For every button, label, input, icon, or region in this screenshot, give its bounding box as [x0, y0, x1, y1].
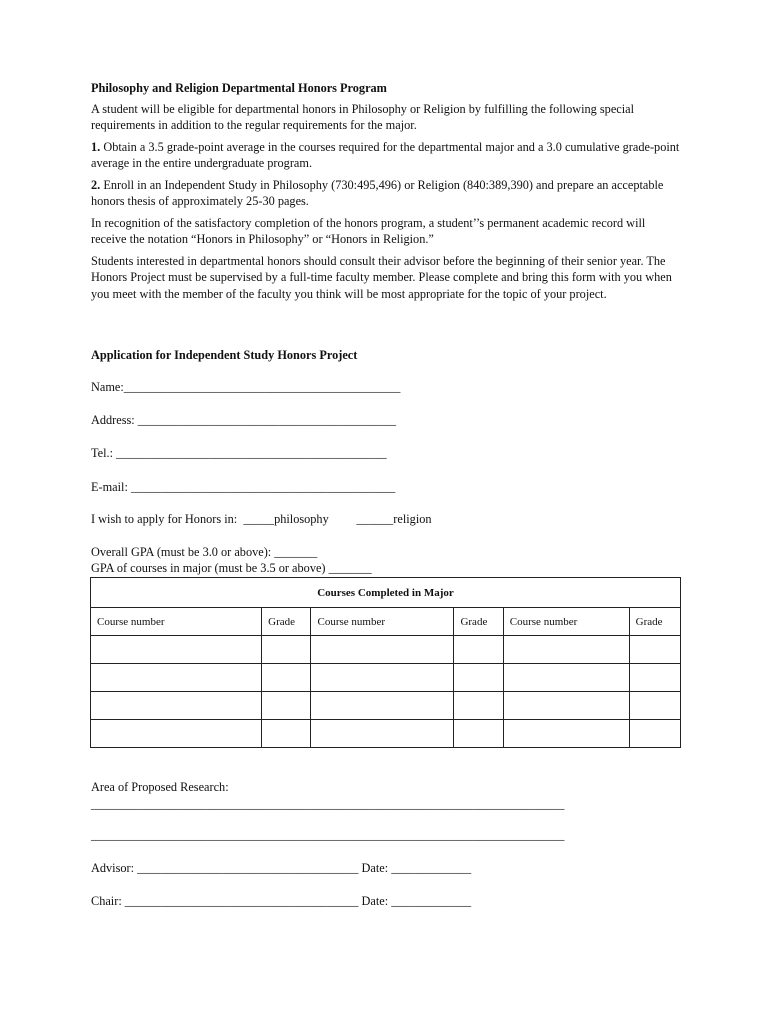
- header-grade-1: Grade: [262, 608, 311, 636]
- grade-cell[interactable]: [629, 664, 680, 692]
- address-field[interactable]: Address: __________________________________________: [91, 413, 397, 427]
- requirement-1: [91, 139, 681, 172]
- advisor-signature-field[interactable]: Advisor: ____________________________________ Date: _____________: [91, 861, 472, 875]
- recognition-paragraph: In recognition of the satisfactory completion of the honors program, a student’’s permanent academic record will receive the notation “Honors in Philosophy” or “Honors in Religion.”: [91, 215, 646, 246]
- course-cell[interactable]: [503, 664, 629, 692]
- table-row: [91, 636, 681, 664]
- name-field[interactable]: Name:_____________________________________________: [91, 380, 401, 394]
- page-title: Philosophy and Religion Departmental Honors Program: [91, 81, 387, 95]
- table-row: [91, 692, 681, 720]
- research-area-label: Area of Proposed Research:: [91, 780, 229, 794]
- grade-cell[interactable]: [454, 720, 503, 748]
- grade-cell[interactable]: [454, 636, 503, 664]
- header-course-number-1: Course number: [91, 608, 262, 636]
- research-area-line-1[interactable]: _____________________________________________________________________________: [91, 797, 565, 811]
- application-title: Application for Independent Study Honors Project: [91, 348, 358, 362]
- course-cell[interactable]: [311, 636, 454, 664]
- table-row: [91, 720, 681, 748]
- grade-cell[interactable]: [454, 664, 503, 692]
- course-cell[interactable]: [91, 720, 262, 748]
- course-cell[interactable]: [91, 692, 262, 720]
- research-area-line-2[interactable]: _____________________________________________________________________________: [91, 828, 565, 842]
- requirement-2-text: Enroll in an Independent Study in Philosophy (730:495,496) or Religion (840:389,390) and prepare an acceptable honors thesis of approximately 25-30 pages.: [91, 177, 664, 208]
- requirement-2-number: 2.: [91, 177, 101, 192]
- course-cell[interactable]: [503, 692, 629, 720]
- course-cell[interactable]: [91, 664, 262, 692]
- grade-cell[interactable]: [454, 692, 503, 720]
- courses-table-header-row: [91, 608, 681, 636]
- requirement-2: [91, 177, 681, 210]
- consult-paragraph: Students interested in departmental honors should consult their advisor before the beginning of their senior year. The Honors Project must be supervised by a full-time faculty member. Please complete and bring this form with you when you meet with the member of the faculty you think will be most appropriate for the topic of your project.: [91, 253, 672, 301]
- honors-program-description: [91, 80, 681, 307]
- tel-field[interactable]: Tel.: ____________________________________________: [91, 446, 387, 460]
- requirement-1-text: Obtain a 3.5 grade-point average in the courses required for the departmental major and a 3.0 cumulative grade-point average in the entire undergraduate program.: [91, 139, 680, 170]
- grade-cell[interactable]: [629, 636, 680, 664]
- overall-gpa-field[interactable]: Overall GPA (must be 3.0 or above): _______: [91, 545, 318, 559]
- header-course-number-3: Course number: [503, 608, 629, 636]
- table-row: [91, 664, 681, 692]
- course-cell[interactable]: [91, 636, 262, 664]
- header-course-number-2: Course number: [311, 608, 454, 636]
- chair-signature-field[interactable]: Chair: ______________________________________ Date: _____________: [91, 894, 472, 908]
- email-field[interactable]: E-mail: ___________________________________________: [91, 480, 396, 494]
- course-cell[interactable]: [503, 720, 629, 748]
- course-cell[interactable]: [311, 720, 454, 748]
- intro-paragraph: A student will be eligible for departmental honors in Philosophy or Religion by fulfilling the following special requirements in addition to the regular requirements for the major.: [91, 101, 635, 132]
- requirement-1-number: 1.: [91, 139, 101, 154]
- courses-table: [90, 577, 681, 748]
- grade-cell[interactable]: [629, 692, 680, 720]
- grade-cell[interactable]: [262, 720, 311, 748]
- grade-cell[interactable]: [262, 692, 311, 720]
- header-grade-3: Grade: [629, 608, 680, 636]
- course-cell[interactable]: [311, 664, 454, 692]
- grade-cell[interactable]: [629, 720, 680, 748]
- course-cell[interactable]: [311, 692, 454, 720]
- grade-cell[interactable]: [262, 636, 311, 664]
- major-gpa-field[interactable]: GPA of courses in major (must be 3.5 or above) _______: [91, 561, 372, 575]
- course-cell[interactable]: [503, 636, 629, 664]
- grade-cell[interactable]: [262, 664, 311, 692]
- courses-table-caption: Courses Completed in Major: [91, 578, 681, 608]
- header-grade-2: Grade: [454, 608, 503, 636]
- honors-choice-field[interactable]: I wish to apply for Honors in: _____philosophy ______religion: [91, 512, 432, 526]
